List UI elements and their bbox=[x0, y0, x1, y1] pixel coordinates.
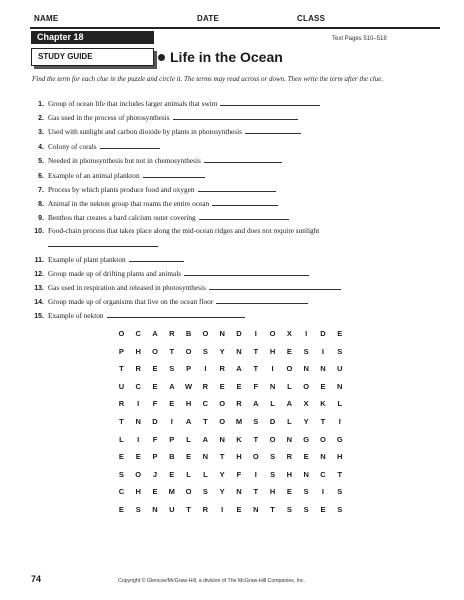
puzzle-letter[interactable]: S bbox=[303, 346, 309, 356]
puzzle-letter[interactable]: T bbox=[270, 504, 275, 514]
puzzle-row bbox=[113, 464, 348, 482]
puzzle-letter[interactable]: S bbox=[286, 504, 292, 514]
puzzle-letter[interactable]: T bbox=[169, 346, 175, 356]
puzzle-letter[interactable]: I bbox=[321, 487, 324, 497]
puzzle-letter[interactable]: R bbox=[202, 381, 209, 391]
clue-6 bbox=[32, 170, 442, 182]
puzzle-letter[interactable]: H bbox=[135, 487, 141, 497]
puzzle-letter[interactable]: A bbox=[152, 329, 158, 338]
page-number: 74 bbox=[31, 574, 42, 584]
puzzle-letter[interactable]: A bbox=[253, 399, 259, 409]
puzzle-letter[interactable]: O bbox=[269, 434, 276, 444]
puzzle-letter[interactable]: K bbox=[236, 434, 242, 444]
clue-text: Example of nekton bbox=[48, 311, 104, 320]
puzzle-letter[interactable]: S bbox=[303, 504, 309, 514]
puzzle-letter[interactable]: D bbox=[152, 416, 158, 426]
puzzle-letter[interactable]: F bbox=[253, 381, 259, 391]
puzzle-letter[interactable]: P bbox=[169, 434, 175, 444]
puzzle-letter[interactable]: U bbox=[118, 381, 125, 391]
puzzle-letter[interactable]: N bbox=[269, 381, 276, 391]
answer-blank[interactable] bbox=[216, 296, 308, 304]
puzzle-letter[interactable]: T bbox=[253, 434, 259, 444]
puzzle-letter[interactable]: T bbox=[119, 416, 124, 426]
answer-blank[interactable] bbox=[173, 112, 298, 120]
puzzle-letter[interactable]: N bbox=[135, 416, 141, 426]
clue-number: 6. bbox=[38, 173, 44, 180]
puzzle-letter[interactable]: N bbox=[286, 434, 293, 444]
puzzle-letter[interactable]: L bbox=[337, 399, 343, 409]
puzzle-letter[interactable]: S bbox=[169, 364, 175, 374]
puzzle-letter[interactable]: L bbox=[287, 416, 292, 426]
puzzle-letter[interactable]: N bbox=[202, 452, 209, 462]
clue-number: 13. bbox=[34, 285, 44, 292]
clue-text: Process by which plants produce food and oxygen bbox=[48, 185, 195, 194]
clue-number: 1. bbox=[38, 101, 44, 108]
puzzle-letter[interactable]: N bbox=[303, 469, 309, 479]
puzzle-letter[interactable]: T bbox=[337, 469, 343, 479]
answer-blank[interactable] bbox=[198, 184, 276, 192]
puzzle-letter[interactable]: E bbox=[152, 487, 158, 497]
puzzle-letter[interactable]: E bbox=[118, 504, 124, 514]
puzzle-letter[interactable]: I bbox=[254, 469, 257, 479]
clue-number: 15. bbox=[34, 313, 44, 320]
clue-text: Group made up of drifting plants and animals bbox=[48, 269, 182, 278]
puzzle-letter[interactable]: S bbox=[202, 487, 208, 497]
puzzle-letter[interactable]: H bbox=[185, 399, 192, 409]
puzzle-letter[interactable]: O bbox=[286, 364, 293, 374]
clue-3 bbox=[32, 126, 442, 138]
puzzle-letter[interactable]: E bbox=[169, 469, 175, 479]
header-rule bbox=[30, 27, 440, 29]
puzzle-letter[interactable]: L bbox=[186, 434, 191, 444]
clue-number: 7. bbox=[38, 187, 44, 194]
clue-2 bbox=[32, 112, 442, 124]
puzzle-letter[interactable]: H bbox=[286, 469, 293, 479]
puzzle-letter[interactable]: N bbox=[236, 487, 242, 497]
puzzle-letter[interactable]: O bbox=[269, 329, 276, 338]
puzzle-letter[interactable]: N bbox=[320, 364, 326, 374]
class-label: CLASS bbox=[297, 14, 326, 23]
clue-13 bbox=[32, 282, 442, 294]
clue-text: Food-chain process that takes place along the mid-ocean ridges and does not require sunlight bbox=[48, 226, 320, 235]
clue-text: Example of plant plankton bbox=[48, 255, 126, 264]
puzzle-row bbox=[113, 393, 348, 411]
puzzle-letter[interactable]: E bbox=[337, 329, 343, 338]
puzzle-letter[interactable]: I bbox=[204, 364, 207, 374]
puzzle-letter[interactable]: X bbox=[286, 329, 292, 338]
puzzle-letter[interactable]: A bbox=[202, 434, 209, 444]
puzzle-letter[interactable]: X bbox=[303, 399, 309, 409]
answer-blank[interactable] bbox=[129, 254, 184, 262]
clue-text: Used with sunlight and carbon dioxide by plants in photosynthesis bbox=[48, 127, 242, 136]
puzzle-letter[interactable]: A bbox=[185, 416, 192, 426]
puzzle-letter[interactable]: N bbox=[219, 434, 225, 444]
puzzle-letter[interactable]: I bbox=[338, 416, 341, 426]
puzzle-letter[interactable]: Y bbox=[219, 346, 225, 356]
puzzle-letter[interactable]: Y bbox=[303, 416, 309, 426]
puzzle-letter[interactable]: H bbox=[269, 487, 276, 497]
puzzle-letter[interactable]: S bbox=[270, 452, 276, 462]
puzzle-letter[interactable]: S bbox=[253, 416, 259, 426]
clue-10 bbox=[32, 226, 442, 247]
puzzle-letter[interactable]: E bbox=[152, 381, 158, 391]
clue-9 bbox=[32, 212, 442, 224]
puzzle-letter[interactable]: M bbox=[168, 487, 175, 497]
puzzle-letter[interactable]: H bbox=[337, 452, 343, 462]
puzzle-letter[interactable]: C bbox=[320, 469, 326, 479]
text-pages: Text Pages 510–518 bbox=[332, 36, 387, 42]
answer-blank[interactable] bbox=[209, 282, 341, 290]
puzzle-letter[interactable]: S bbox=[337, 504, 343, 514]
puzzle-letter[interactable]: E bbox=[320, 381, 326, 391]
date-label: DATE bbox=[197, 14, 219, 23]
puzzle-letter[interactable]: T bbox=[119, 364, 124, 374]
clue-number: 3. bbox=[38, 129, 44, 136]
puzzle-letter[interactable]: F bbox=[152, 434, 158, 444]
puzzle-letter[interactable]: N bbox=[303, 364, 309, 374]
puzzle-letter[interactable]: H bbox=[236, 452, 242, 462]
puzzle-letter[interactable]: S bbox=[270, 469, 276, 479]
puzzle-letter[interactable]: P bbox=[186, 364, 192, 374]
puzzle-letter[interactable]: F bbox=[152, 399, 158, 409]
puzzle-letter[interactable]: I bbox=[254, 329, 257, 338]
puzzle-letter[interactable]: J bbox=[152, 469, 158, 479]
clue-11 bbox=[32, 254, 442, 266]
puzzle-letter[interactable]: U bbox=[169, 504, 175, 514]
student-info-header bbox=[34, 14, 434, 26]
copyright: Copyright © Glencoe/McGraw-Hill, a division of The McGraw-Hill Companies, Inc. bbox=[118, 578, 306, 584]
puzzle-letter[interactable]: E bbox=[169, 399, 175, 409]
answer-blank[interactable] bbox=[100, 141, 160, 149]
puzzle-letter[interactable]: R bbox=[118, 399, 125, 409]
clue-text: Group of ocean life that includes larger animals that swim bbox=[48, 99, 218, 108]
clue-text: Colony of corals bbox=[48, 142, 97, 151]
answer-blank[interactable] bbox=[199, 212, 289, 220]
name-label: NAME bbox=[34, 14, 59, 23]
clue-number: 9. bbox=[38, 215, 44, 222]
puzzle-letter[interactable]: L bbox=[287, 381, 292, 391]
puzzle-row bbox=[113, 376, 348, 394]
puzzle-letter[interactable]: A bbox=[286, 399, 293, 409]
puzzle-letter[interactable]: E bbox=[286, 487, 292, 497]
clue-4 bbox=[32, 141, 442, 153]
puzzle-letter[interactable]: R bbox=[286, 452, 293, 462]
puzzle-letter[interactable]: O bbox=[219, 416, 226, 426]
puzzle-row bbox=[113, 411, 348, 429]
puzzle-letter[interactable]: E bbox=[236, 381, 242, 391]
clue-number: 8. bbox=[38, 201, 44, 208]
puzzle-letter[interactable]: H bbox=[135, 346, 141, 356]
puzzle-letter[interactable]: E bbox=[186, 452, 192, 462]
clue-number: 4. bbox=[38, 144, 44, 151]
answer-blank[interactable] bbox=[48, 237, 158, 247]
puzzle-letter[interactable]: G bbox=[336, 434, 343, 444]
puzzle-letter[interactable]: E bbox=[303, 452, 309, 462]
puzzle-letter[interactable]: T bbox=[219, 452, 225, 462]
puzzle-row bbox=[113, 499, 348, 517]
puzzle-letter[interactable]: I bbox=[321, 346, 324, 356]
puzzle-letter[interactable]: H bbox=[269, 346, 276, 356]
answer-blank[interactable] bbox=[204, 155, 282, 163]
puzzle-letter[interactable]: R bbox=[135, 364, 141, 374]
clue-number: 5. bbox=[38, 158, 44, 165]
puzzle-letter[interactable]: N bbox=[337, 381, 343, 391]
puzzle-letter[interactable]: I bbox=[137, 434, 140, 444]
puzzle-letter[interactable]: Y bbox=[219, 487, 225, 497]
clue-1 bbox=[32, 98, 442, 110]
puzzle-letter[interactable]: Y bbox=[219, 469, 225, 479]
puzzle-letter[interactable]: N bbox=[219, 329, 225, 338]
puzzle-letter[interactable]: S bbox=[337, 346, 343, 356]
answer-blank[interactable] bbox=[220, 98, 320, 106]
puzzle-letter[interactable]: B bbox=[169, 452, 175, 462]
puzzle-letter[interactable]: P bbox=[118, 346, 124, 356]
puzzle-letter[interactable]: O bbox=[252, 452, 259, 462]
puzzle-letter[interactable]: S bbox=[337, 487, 343, 497]
puzzle-letter[interactable]: S bbox=[135, 504, 141, 514]
puzzle-letter[interactable]: F bbox=[236, 469, 242, 479]
puzzle-letter[interactable]: E bbox=[135, 452, 141, 462]
puzzle-letter[interactable]: C bbox=[135, 381, 141, 391]
puzzle-letter[interactable]: S bbox=[118, 469, 124, 479]
puzzle-row bbox=[113, 323, 348, 341]
puzzle-letter[interactable]: O bbox=[303, 381, 310, 391]
puzzle-letter[interactable]: C bbox=[118, 487, 125, 497]
puzzle-letter[interactable]: E bbox=[320, 504, 326, 514]
puzzle-letter[interactable]: A bbox=[236, 364, 242, 374]
puzzle-letter[interactable]: O bbox=[135, 469, 142, 479]
answer-blank[interactable] bbox=[245, 126, 301, 134]
puzzle-row bbox=[113, 429, 348, 447]
puzzle-letter[interactable]: D bbox=[236, 329, 242, 338]
puzzle-letter[interactable]: T bbox=[186, 504, 191, 514]
puzzle-letter[interactable]: S bbox=[303, 487, 309, 497]
puzzle-letter[interactable]: K bbox=[320, 399, 326, 409]
puzzle-letter[interactable]: O bbox=[219, 399, 226, 409]
puzzle-letter[interactable]: R bbox=[236, 399, 242, 409]
puzzle-letter[interactable]: E bbox=[286, 346, 292, 356]
clue-number: 11. bbox=[34, 257, 44, 264]
puzzle-letter[interactable]: E bbox=[236, 504, 242, 514]
answer-blank[interactable] bbox=[212, 198, 278, 206]
page-title: Life in the Ocean bbox=[170, 49, 283, 65]
puzzle-letter[interactable]: G bbox=[303, 434, 310, 444]
clue-5 bbox=[32, 155, 442, 167]
puzzle-letter[interactable]: O bbox=[185, 487, 192, 497]
puzzle-letter[interactable]: E bbox=[152, 364, 158, 374]
word-search-grid bbox=[113, 323, 348, 517]
answer-blank[interactable] bbox=[184, 268, 309, 276]
clue-text: Needed in photosynthesis but not in chemosynthesis bbox=[48, 156, 201, 165]
puzzle-letter[interactable]: D bbox=[320, 329, 326, 338]
puzzle-row bbox=[113, 446, 348, 464]
puzzle-letter[interactable]: B bbox=[185, 329, 192, 338]
answer-blank[interactable] bbox=[143, 170, 205, 178]
puzzle-letter[interactable]: L bbox=[186, 469, 191, 479]
clue-14 bbox=[32, 296, 442, 308]
puzzle-letter[interactable]: C bbox=[202, 399, 209, 409]
puzzle-letter[interactable]: C bbox=[135, 329, 141, 338]
clue-8 bbox=[32, 198, 442, 210]
title-bullet-icon bbox=[158, 54, 165, 61]
clue-text: Animal in the nekton group that roams the entire ocean bbox=[48, 199, 210, 208]
puzzle-letter[interactable]: R bbox=[169, 329, 175, 338]
puzzle-letter[interactable]: N bbox=[152, 504, 158, 514]
instructions: Find the term for each clue in the puzzle and circle it. The terms may read across or down. Then write the term after the clue. bbox=[32, 75, 384, 83]
puzzle-letter[interactable]: I bbox=[271, 364, 274, 374]
clue-text: Benthos that creates a hard calcium outer covering bbox=[48, 213, 196, 222]
puzzle-letter[interactable]: W bbox=[185, 381, 193, 391]
clue-7 bbox=[32, 184, 442, 196]
puzzle-letter[interactable]: T bbox=[253, 364, 259, 374]
puzzle-letter[interactable]: T bbox=[320, 416, 326, 426]
puzzle-letter[interactable]: S bbox=[202, 346, 208, 356]
clue-number: 2. bbox=[38, 115, 44, 122]
puzzle-letter[interactable]: N bbox=[236, 346, 242, 356]
puzzle-row bbox=[113, 481, 348, 499]
clue-number: 10. bbox=[34, 228, 44, 235]
puzzle-letter[interactable]: U bbox=[337, 364, 343, 374]
puzzle-letter[interactable]: R bbox=[202, 504, 209, 514]
clue-text: Group made up of organisms that live on the ocean floor bbox=[48, 297, 214, 306]
puzzle-letter[interactable]: R bbox=[219, 364, 225, 374]
clue-number: 14. bbox=[34, 299, 44, 306]
puzzle-letter[interactable]: O bbox=[185, 346, 192, 356]
puzzle-letter[interactable]: O bbox=[202, 329, 209, 338]
puzzle-letter[interactable]: N bbox=[320, 452, 326, 462]
puzzle-letter[interactable]: P bbox=[152, 452, 158, 462]
puzzle-letter[interactable]: O bbox=[118, 329, 125, 338]
puzzle-letter[interactable]: L bbox=[270, 399, 275, 409]
chapter-label: Chapter 18 bbox=[31, 31, 154, 44]
clue-text: Gas used in the process of photosynthesis bbox=[48, 113, 170, 122]
clue-text: Gas used in respiration and released in photosynthesis bbox=[48, 283, 206, 292]
puzzle-letter[interactable]: E bbox=[118, 452, 124, 462]
puzzle-letter[interactable]: I bbox=[170, 416, 173, 426]
puzzle-letter[interactable]: I bbox=[305, 329, 308, 338]
answer-blank[interactable] bbox=[107, 310, 245, 318]
puzzle-letter[interactable]: T bbox=[253, 346, 259, 356]
puzzle-letter[interactable]: O bbox=[320, 434, 326, 444]
puzzle-letter[interactable]: T bbox=[253, 487, 259, 497]
puzzle-letter[interactable]: L bbox=[203, 469, 208, 479]
study-guide-label: STUDY GUIDE bbox=[31, 48, 154, 66]
puzzle-letter[interactable]: N bbox=[253, 504, 259, 514]
puzzle-letter[interactable]: I bbox=[221, 504, 224, 514]
puzzle-row bbox=[113, 358, 348, 376]
puzzle-letter[interactable]: M bbox=[235, 416, 243, 426]
puzzle-letter[interactable]: A bbox=[169, 381, 175, 391]
puzzle-letter[interactable]: I bbox=[137, 399, 140, 409]
clue-text: Example of an animal plankton bbox=[48, 171, 140, 180]
puzzle-letter[interactable]: T bbox=[203, 416, 208, 426]
clue-number: 12. bbox=[34, 271, 44, 278]
puzzle-letter[interactable]: E bbox=[219, 381, 225, 391]
puzzle-row bbox=[113, 341, 348, 359]
clue-15 bbox=[32, 310, 442, 322]
puzzle-letter[interactable]: O bbox=[152, 346, 158, 356]
puzzle-letter[interactable]: L bbox=[119, 434, 124, 444]
puzzle-letter[interactable]: D bbox=[269, 416, 276, 426]
clue-12 bbox=[32, 268, 442, 280]
